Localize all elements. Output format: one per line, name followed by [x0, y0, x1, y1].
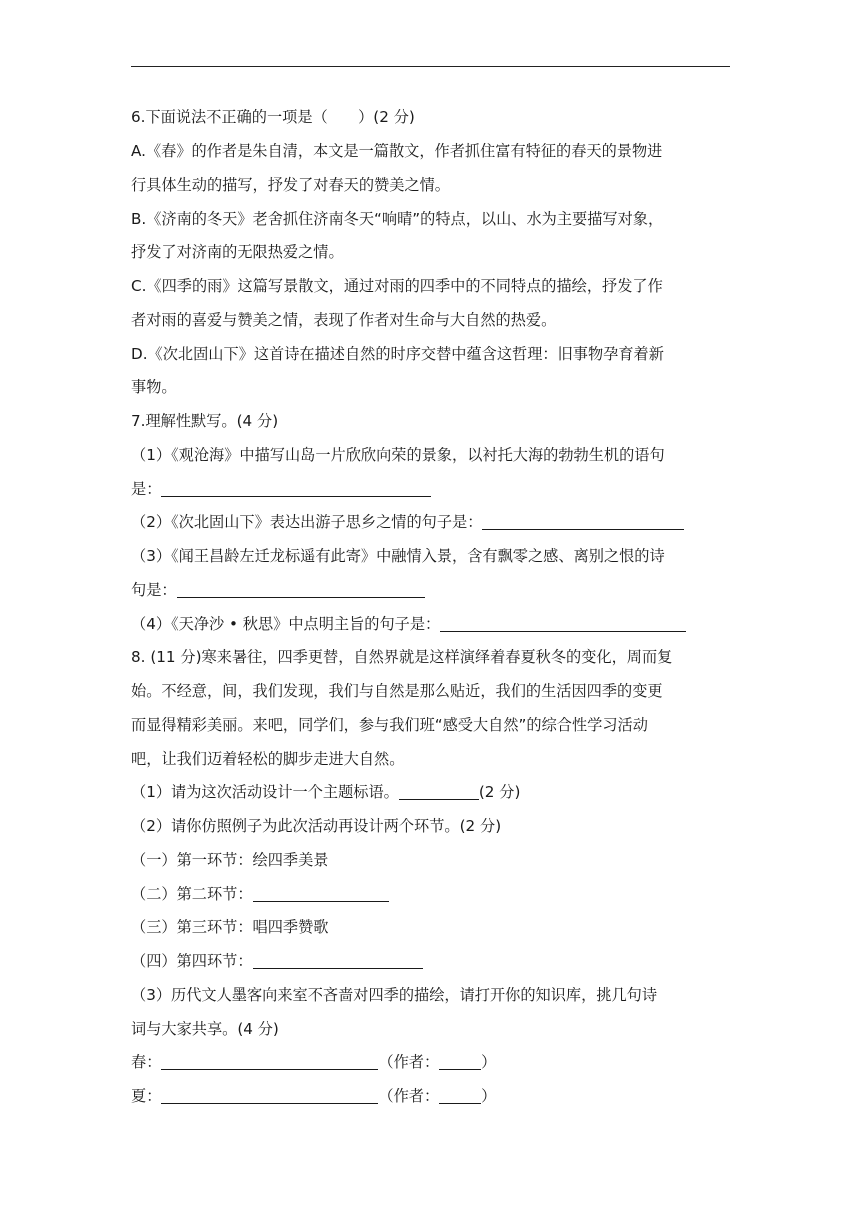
q8-step3: （三）第三环节：唱四季赞歌 — [131, 918, 329, 936]
q8-summer-line — [131, 1086, 731, 1106]
q8-step2-blank[interactable] — [253, 884, 389, 902]
q6-option-b-line1: B.《济南的冬天》老舍抓住济南冬天“响晴”的特点，以山、水为主要描写对象， — [131, 210, 664, 228]
q8-intro-line3: 而显得精彩美丽。来吧，同学们，参与我们班“感受大自然”的综合性学习活动 — [131, 716, 648, 734]
q8-intro-line1: 8. (11 分)寒来暑往，四季更替，自然界就是这样演绎着春夏秋冬的变化，周而复 — [131, 648, 673, 666]
q7-item4-answer-blank[interactable] — [440, 614, 686, 632]
q8-spring-label: 春： — [131, 1053, 162, 1071]
q8-step2-prefix: （二）第二环节： — [131, 885, 253, 903]
q6-option-c-line2: 者对雨的喜爱与赞美之情，表现了作者对生命与大自然的热爱。 — [131, 311, 557, 329]
q8-spring-author-prefix: （作者： — [378, 1053, 440, 1071]
q8-spring-author-blank[interactable] — [439, 1052, 481, 1070]
header-rule — [131, 66, 730, 67]
q8-summer-author-suffix: ） — [481, 1087, 497, 1105]
q8-summer-verse-blank[interactable] — [161, 1086, 378, 1104]
q8-step4-blank[interactable] — [253, 951, 423, 969]
q8-sub1-suffix: (2 分) — [478, 783, 521, 801]
q7-item3-line1: （3）《闻王昌龄左迁龙标遥有此寄》中融情入景，含有飘零之感、离别之恨的诗 — [131, 547, 665, 565]
q8-slogan-blank[interactable] — [399, 782, 479, 800]
q8-sub2: （2）请你仿照例子为此次活动再设计两个环节。(2 分) — [131, 817, 502, 835]
q6-option-b-line2: 抒发了对济南的无限热爱之情。 — [131, 243, 344, 261]
q6-option-a-line2: 行具体生动的描写，抒发了对春天的赞美之情。 — [131, 176, 450, 194]
q7-item1-prefix: 是： — [131, 480, 162, 498]
q7-item2-line — [131, 512, 731, 532]
q7-item3-prefix: 句是： — [131, 581, 177, 599]
q6-option-a-line1: A.《春》的作者是朱自清，本文是一篇散文，作者抓住富有特征的春天的景物进 — [131, 142, 663, 160]
q7-item4-prefix: （4）《天净沙 • 秋思》中点明主旨的句子是： — [131, 615, 441, 633]
q8-summer-label: 夏： — [131, 1087, 162, 1105]
q8-sub1-line — [131, 782, 731, 802]
q7-item4-line — [131, 614, 731, 634]
q7-item3-line2 — [131, 580, 731, 600]
q8-sub3-line2: 词与大家共享。(4 分) — [131, 1020, 279, 1038]
q8-step4-prefix: （四）第四环节： — [131, 952, 253, 970]
q8-summer-author-blank[interactable] — [439, 1086, 481, 1104]
q7-item2-prefix: （2）《次北固山下》表达出游子思乡之情的句子是： — [131, 513, 483, 531]
q8-step2-line — [131, 884, 731, 904]
q7-item3-answer-blank[interactable] — [177, 580, 425, 598]
q7-item2-answer-blank[interactable] — [482, 512, 684, 530]
q8-spring-verse-blank[interactable] — [161, 1052, 378, 1070]
q7-stem: 7.理解性默写。(4 分) — [131, 412, 279, 430]
q6-option-c-line1: C.《四季的雨》这篇写景散文，通过对雨的四季中的不同特点的描绘，抒发了作 — [131, 277, 663, 295]
q8-spring-line — [131, 1052, 731, 1072]
q6-option-d-line1: D.《次北固山下》这首诗在描述自然的时序交替中蕴含这哲理：旧事物孕育着新 — [131, 345, 664, 363]
q8-step4-line — [131, 951, 731, 971]
q8-spring-author-suffix: ） — [481, 1053, 497, 1071]
q7-item1-line2 — [131, 479, 731, 499]
q7-item1-answer-blank[interactable] — [161, 479, 431, 497]
q8-intro-line2: 始。不经意，间，我们发现，我们与自然是那么贴近，我们的生活因四季的变更 — [131, 682, 663, 700]
q8-sub1-prefix: （1）请为这次活动设计一个主题标语。 — [131, 783, 399, 801]
q6-stem: 6.下面说法不正确的一项是（ ）(2 分) — [131, 108, 415, 126]
q8-summer-author-prefix: （作者： — [378, 1087, 440, 1105]
q8-intro-line4: 吧，让我们迈着轻松的脚步走进大自然。 — [131, 750, 405, 768]
q7-item1-line1: （1）《观沧海》中描写山岛一片欣欣向荣的景象，以衬托大海的勃勃生机的语句 — [131, 446, 665, 464]
q8-step1: （一）第一环节：绘四季美景 — [131, 851, 329, 869]
q6-option-d-line2: 事物。 — [131, 378, 177, 396]
q8-sub3-line1: （3）历代文人墨客向来室不吝啬对四季的描绘，请打开你的知识库，挑几句诗 — [131, 986, 658, 1004]
